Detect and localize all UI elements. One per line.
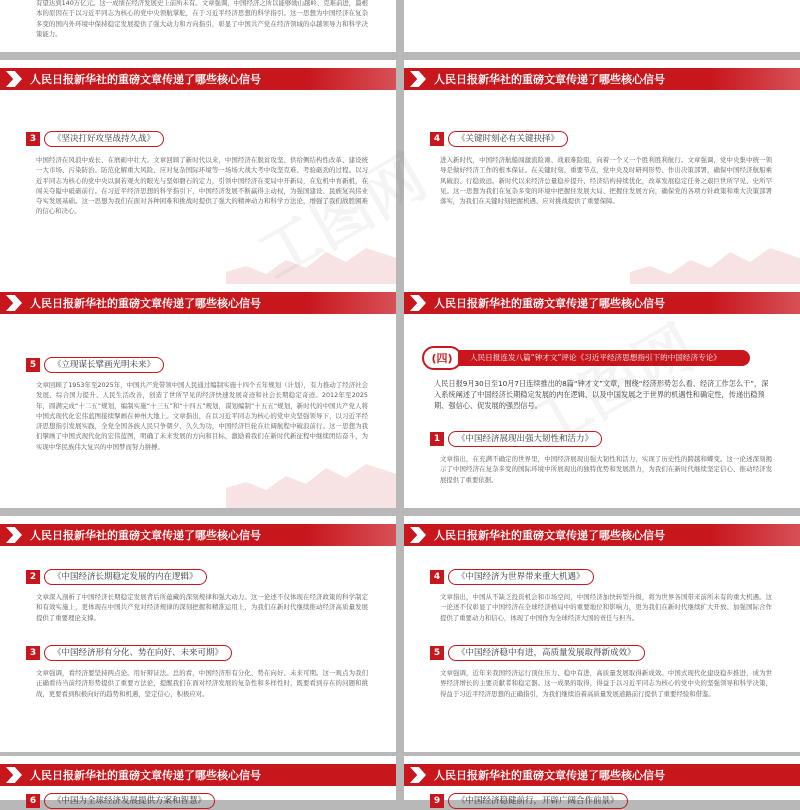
slide-header-title: 人民日报新华社的重磅文章传递了哪些核心信号 — [434, 297, 665, 310]
slide-sections-four-five — [404, 516, 800, 752]
slide-five — [0, 284, 396, 508]
section-title: 《中国经济稳中有进，高质量发展取得新成效》 — [448, 645, 645, 661]
slide-part-four — [404, 284, 800, 508]
section-number: 5 — [430, 646, 444, 660]
section-label — [26, 644, 232, 662]
section-title: 《立现谋长擘画光明未来》 — [44, 357, 164, 373]
section-label — [430, 644, 645, 662]
slide-header-title: 人民日报新华社的重磅文章传递了哪些核心信号 — [30, 769, 261, 782]
section-number: 3 — [26, 646, 40, 660]
section-body: 文章指出，在充满不确定的世界里，中国经济展现出强大韧性和活力，实现了历史性的跨越和蝶变。这一论述深刻揭示了中国经济在复杂多变的国际环境中所展现出的独特优势和发展潜力，为我们在新时代继续坚定信心、推动经济发展提供了重要依据。 — [440, 455, 772, 484]
slide-body-text: 有望达到140万亿元。这一成绩在经济发展史上前所未有。文章强调，中国经济之所以能够勋山越岭、克难前进，最根本的原因在于以习近平同志为核心的党中央领航掌舵，在于习近平经济思想的科学指引。这一思想为中国经济在复杂多变的国内外环境中保持稳定发展提供了强大动力和方向指引，彰显了中国共产党在经济领域的卓越领导力和科学决策能力。 — [36, 0, 368, 38]
section-label — [26, 356, 164, 374]
part-subheading: 人民日报连发八篇“钟才文”评论《习近平经济思想指引下的中国经济专论》 — [458, 350, 750, 366]
header-swoosh-decor — [306, 68, 396, 90]
section-body: 文章回顾了1953年至2025年，中国共产党带领中国人民通过编制实施十四个五年规划（计划），有力推动了经济社会发展、综合国力提升、人民生活改善，创造了世所罕见的经济快速发展奇迹和社会长期稳定奇迹。2012年至2025年，圆满完成“十二五”规划，编制实施“十三五”和“十四五”规划，谋划编制“十五五”规划，新时代的中国共产党人将中国式现代化宏伟蓝图接续擘画在神州大地上。文章指出，在以习近平同志为核心的党中央坚强领导下，以习近平经济思想指引发展实践，全党全国各族人民只争朝夕、久久为功，中国经济巨轮在壮阔航程中破浪前行。这一思想为我们擘画了中国式现代化的宏伟蓝图，明确了未来发展的方向和目标，激励着我们在新时代新征程中继续团结奋斗，为实现中华民族伟大复兴的中国梦而努力拼搏。 — [36, 381, 368, 451]
section-body: 文章指出，中国从不缺乏投资机会和市场空间，中国经济加快转型升级，将为世界各国带来前所未有的重大机遇。这一论述不仅彰显了中国经济在全球经济格局中的重要地位和影响力，更为我们在新时代继续扩大开放、加强国际合作提供了重要动力和信心，体现了中国作为全球经济大国的责任与担当。 — [440, 593, 772, 622]
slide-three — [0, 60, 396, 292]
great-wall-decor-icon — [226, 232, 396, 292]
slide-bottom-left — [0, 756, 396, 806]
section-title: 《中国经济为世界带来重大机遇》 — [448, 569, 594, 585]
chevron-right-icon — [410, 527, 426, 543]
section-label — [26, 130, 164, 148]
chevron-right-icon — [6, 295, 22, 311]
chevron-right-icon — [410, 767, 426, 783]
part-number-badge: (四) — [422, 346, 462, 370]
slide-header — [404, 764, 800, 786]
section-body: 中国经济在风浪中成长、在磨砺中壮大。文章回顾了新时代以来，中国经济在脱贫攻坚、供给侧结构性改革、建设统一大市场、污染防治、防范化解重大风险、应对复杂国际环境等一场场大战大考中攻坚克难、考验砺劲的过程。以习近平同志为核心的党中央以洞若观火的眼光与坚如磐石的定力，引领中国经济在变局中开新局，在危机中育新机，在闯关夺隘中砥砺前行。在习近平经济思想的科学指引下，中国经济发展不断赢得主动权，为强国建设、民族复兴伟业夺实发展基础。这一思想为我们在面对各种困难和挑战时提供了强大的精神动力和科学方法论，增强了我们战胜困难的信心和决心。 — [36, 156, 368, 216]
header-swoosh-decor — [710, 292, 800, 314]
section-number: 4 — [430, 570, 444, 584]
chevron-right-icon — [6, 767, 22, 783]
section-title: 《中国经济长期稳定发展的内在逻辑》 — [44, 569, 207, 585]
header-swoosh-decor — [306, 524, 396, 546]
section-body: 文章强调，看经济要坚持两点论。用好辩证法。总的看，中国经济形有分化、势在向好、未来可期。这一观点为我们正确看待当前经济形势提供了重要方法论，提醒我们在面对经济发展的复杂性和多样性时，既要看到存在的问题和挑战，更要看到积极向好的趋势和机遇，坚定信心，积极应对。 — [36, 669, 368, 698]
slide-header — [0, 524, 396, 546]
chevron-right-icon — [6, 527, 22, 543]
section-title: 《坚决打好攻坚战持久战》 — [44, 131, 164, 147]
section-title: 《中国经济展现出强大韧性和活力》 — [448, 431, 602, 447]
slide-header-title: 人民日报新华社的重磅文章传递了哪些核心信号 — [30, 297, 261, 310]
header-swoosh-decor — [710, 68, 800, 90]
section-label — [430, 568, 594, 586]
slide-header — [404, 292, 800, 314]
header-swoosh-decor — [710, 524, 800, 546]
slide-header — [0, 292, 396, 314]
section-number: 6 — [26, 794, 40, 808]
slide-top-left — [0, 0, 396, 52]
section-number: 9 — [430, 794, 444, 808]
slide-header — [404, 68, 800, 90]
slide-header-title: 人民日报新华社的重磅文章传递了哪些核心信号 — [30, 529, 261, 542]
section-label — [430, 130, 568, 148]
slide-four — [404, 60, 800, 292]
slide-header — [404, 524, 800, 546]
section-label — [430, 792, 628, 810]
slide-header — [0, 764, 396, 786]
section-label — [430, 430, 602, 448]
slide-header-title: 人民日报新华社的重磅文章传递了哪些核心信号 — [434, 73, 665, 86]
slide-sections-two-three — [0, 516, 396, 752]
chevron-right-icon — [410, 71, 426, 87]
slide-header — [0, 68, 396, 90]
chevron-right-icon — [410, 295, 426, 311]
section-body: 进入新时代，中国经济航船闯激流险滩、战艰难险阻，向着一个又一个胜利胜利航行。文章强调，党中央集中统一领导是做好经济工作的根本保证。在关键时刻、重要节点，党中央及时研判形势、作出决策部署，确保中国经济航船乘风破浪、行稳致远。新时代以来经济总量稳步提升、经济结构持续优化，改革发展稳定任务之艰巨世所罕见、史所罕见。这一思想为我们在复杂多变的环境中把握住发展大局、把握住发展方向，确保党的各项方针政策和重大决策部署落实，为我们在关键时刻把握机遇、应对挑战提供了重要保障。 — [440, 156, 772, 206]
header-swoosh-decor — [306, 292, 396, 314]
slide-header-title: 人民日报新华社的重磅文章传递了哪些核心信号 — [434, 529, 665, 542]
great-wall-decor-icon — [630, 232, 800, 292]
section-title: 《中国为全球经济发展提供方案和智慧》 — [44, 793, 215, 809]
section-number: 5 — [26, 358, 40, 372]
section-body: 文章强调，近年来我国经济运行顶住压力、稳中有进，高质量发展取得新成效。中国式现代化建设稳步推进，成为世界经济增长的主要贡献者和稳定器。这一成果的取得，得益于以习近平同志为核心的党中央的坚强领导和科学决策，得益于习近平经济思想的正确指引，为我们继续沿着高质量发展道路前行提供了重要经验和借鉴。 — [440, 669, 772, 698]
section-number: 3 — [26, 132, 40, 146]
section-number: 4 — [430, 132, 444, 146]
slide-top-right — [404, 0, 800, 52]
section-title: 《关键时刻必有关键抉择》 — [448, 131, 568, 147]
chevron-right-icon — [6, 71, 22, 87]
section-number: 1 — [430, 432, 444, 446]
section-body: 文章深入剖析了中国经济长期稳定发展背后所蕴藏的深刻规律和强大动力。这一论述不仅体现在经济政策的科学制定和有效实施上，更体现在中国共产党对经济规律的深刻把握和精准运用上，为我们在新时代继续推动经济高质量发展提供了重要理论支撑。 — [36, 593, 368, 622]
slide-header-title: 人民日报新华社的重磅文章传递了哪些核心信号 — [30, 73, 261, 86]
section-number: 2 — [26, 570, 40, 584]
part-intro-text: 人民日报9月30日至10月7日连续推出的8篇“钟才文”文章，围绕“经济形势怎么看、经济工作怎么干”，深入系统阐述了中国经济长期稳定发展的内在逻辑，以及中国发展之于世界的机遇性和确定性，传递出稳预期、强信心、促发展的强烈信号。 — [434, 379, 769, 410]
great-wall-decor-icon — [226, 448, 396, 508]
section-title: 《中国经济稳健前行，开辟广阔合作前景》 — [448, 793, 628, 809]
section-label — [26, 568, 207, 586]
section-title: 《中国经济形有分化、势在向好、未来可期》 — [44, 645, 232, 661]
section-label — [26, 792, 215, 810]
slide-bottom-right — [404, 756, 800, 806]
slide-header-title: 人民日报新华社的重磅文章传递了哪些核心信号 — [434, 769, 665, 782]
